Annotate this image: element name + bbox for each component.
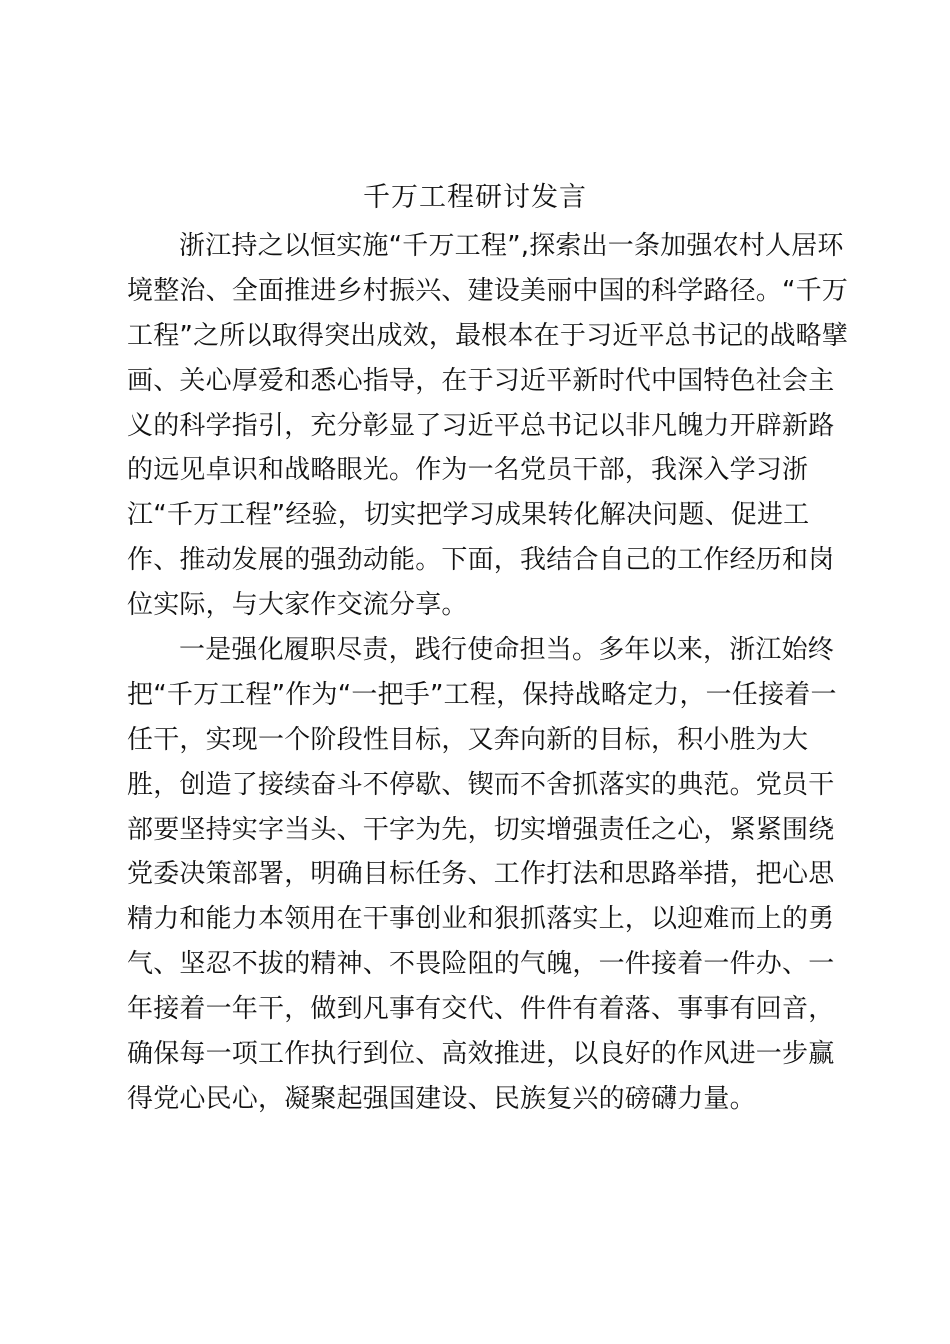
- paragraph-section-one: [127, 628, 837, 1122]
- paragraph-line: 境整治、全面推进乡村振兴、建设美丽中国的科学路径。“千万: [127, 275, 849, 306]
- paragraph-line: 作、推动发展的强劲动能。下面，我结合自己的工作经历和岗: [127, 545, 835, 576]
- paragraph-line: 胜，创造了接续奋斗不停歇、锲而不舍抓落实的典范。党员干: [127, 769, 835, 800]
- paragraph-intro: [127, 224, 849, 628]
- paragraph-line: 年接着一年干，做到凡事有交代、件件有着落、事事有回音，: [127, 994, 835, 1025]
- paragraph-line: 的远见卓识和战略眼光。作为一名党员干部，我深入学习浙: [127, 455, 809, 486]
- paragraph-line: 气、坚忍不拔的精神、不畏险阻的气魄，一件接着一件办、一: [127, 949, 835, 980]
- paragraph-line: 义的科学指引，充分彰显了习近平总书记以非凡魄力开辟新路: [127, 410, 835, 441]
- paragraph-line: 精力和能力本领用在干事创业和狠抓落实上，以迎难而上的勇: [127, 904, 835, 935]
- document-body: [127, 224, 849, 1122]
- paragraph-line: 党委决策部署，明确目标任务、工作打法和思路举措，把心思: [127, 859, 835, 890]
- paragraph-line: 任干，实现一个阶段性目标，又奔向新的目标，积小胜为大: [127, 724, 809, 755]
- paragraph-line: 画、关心厚爱和悉心指导，在于习近平新时代中国特色社会主: [127, 365, 835, 396]
- paragraph-line: 位实际，与大家作交流分享。: [127, 590, 468, 621]
- paragraph-line: 得党心民心，凝聚起强国建设、民族复兴的磅礴力量。: [127, 1083, 756, 1114]
- paragraph-line: 确保每一项工作执行到位、高效推进，以良好的作风进一步赢: [127, 1039, 835, 1070]
- paragraph-line: 浙江持之以恒实施“千万工程”,探索出一条加强农村人居环: [179, 231, 844, 261]
- paragraph-line: 把“千万工程”作为“一把手”工程，保持战略定力，一任接着一: [127, 679, 837, 710]
- paragraph-line: 部要坚持实字当头、干字为先，切实增强责任之心，紧紧围绕: [127, 814, 835, 845]
- paragraph-line: 工程”之所以取得突出成效，最根本在于习近平总书记的战略擘: [127, 320, 849, 351]
- document-title: 千万工程研讨发言: [363, 182, 587, 213]
- paragraph-line: 江“千万工程”经验，切实把学习成果转化解决问题、促进工: [127, 500, 810, 531]
- paragraph-line: 一是强化履职尽责，践行使命担当。多年以来，浙江始终: [179, 635, 835, 666]
